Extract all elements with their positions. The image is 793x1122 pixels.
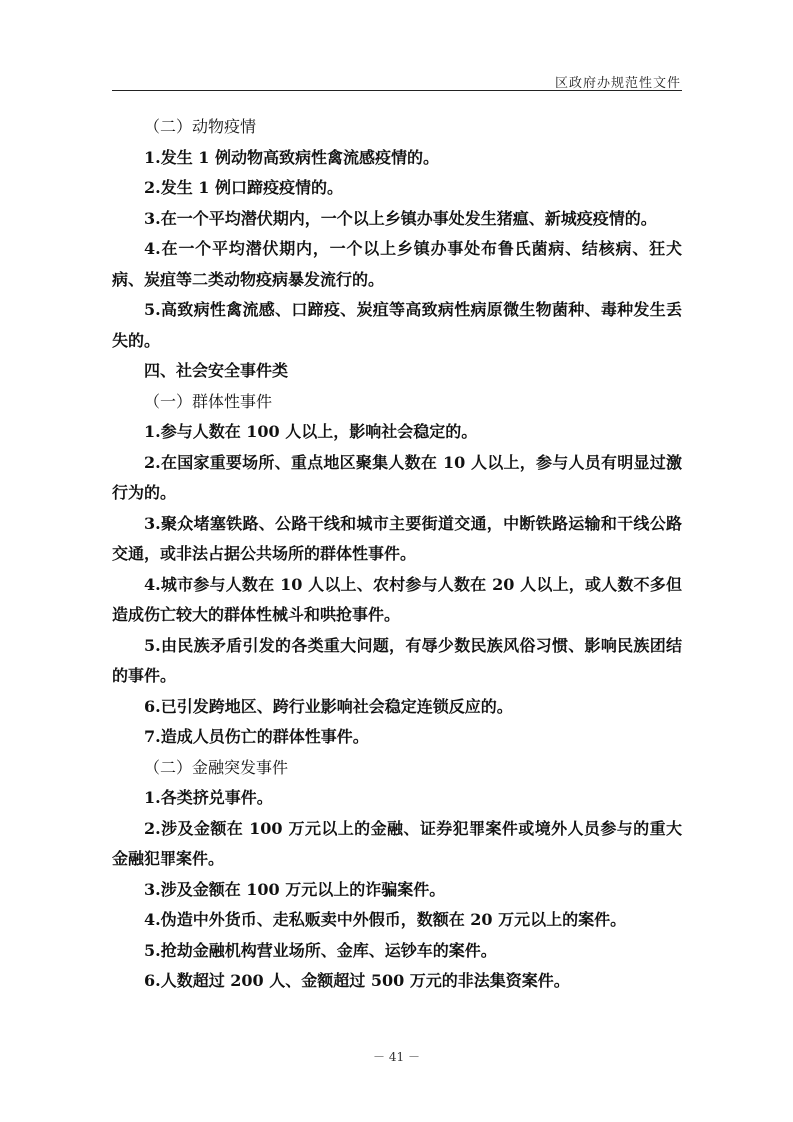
list-item: 5.高致病性禽流感、口蹄疫、炭疽等高致病性病原微生物菌种、毒种发生丢失的。 <box>112 300 682 350</box>
list-item: 2.发生 1 例口蹄疫疫情的。 <box>144 178 343 197</box>
section-heading-social-security: 四、社会安全事件类 <box>144 361 289 380</box>
list-item: 2.在国家重要场所、重点地区聚集人数在 10 人以上，参与人员有明显过激行为的。 <box>112 452 682 502</box>
subsection-heading-financial-incidents: （二）金融突发事件 <box>144 757 289 777</box>
list-item: 6.人数超过 200 人、金额超过 500 万元的非法集资案件。 <box>144 971 570 990</box>
header-divider <box>112 90 682 91</box>
document-body <box>112 112 682 997</box>
subsection-heading-animal-epidemic: （二）动物疫情 <box>144 117 257 136</box>
document-header-title: 区政府办规范性文件 <box>554 76 681 91</box>
list-item: 3.涉及金额在 100 万元以上的诈骗案件。 <box>144 879 446 899</box>
subsection-heading-mass-incidents: （一）群体性事件 <box>144 391 273 411</box>
list-item: 1.各类挤兑事件。 <box>144 788 273 807</box>
list-item: 6.已引发跨地区、跨行业影响社会稳定连锁反应的。 <box>144 696 513 716</box>
list-item: 4.伪造中外货币、走私贩卖中外假币，数额在 20 万元以上的案件。 <box>144 910 627 929</box>
list-item: 1.参与人数在 100 人以上，影响社会稳定的。 <box>144 422 478 441</box>
list-item: 7.造成人员伤亡的群体性事件。 <box>144 727 369 746</box>
list-item: 3.聚众堵塞铁路、公路干线和城市主要街道交通，中断铁路运输和干线公路交通，或非法占据公共场所的群体性事件。 <box>112 513 682 563</box>
list-item: 3.在一个平均潜伏期内，一个以上乡镇办事处发生猪瘟、新城疫疫情的。 <box>144 208 657 228</box>
list-item: 4.在一个平均潜伏期内，一个以上乡镇办事处布鲁氏菌病、结核病、狂犬病、炭疽等二类动物疫病暴发流行的。 <box>112 239 682 289</box>
list-item: 5.抢劫金融机构营业场所、金库、运钞车的案件。 <box>144 940 497 960</box>
list-item: 5.由民族矛盾引发的各类重大问题，有辱少数民族风俗习惯、影响民族团结的事件。 <box>112 635 682 685</box>
list-item: 2.涉及金额在 100 万元以上的金融、证券犯罪案件或境外人员参与的重大金融犯罪案件。 <box>112 818 682 868</box>
page-number: － 41 － <box>373 1050 420 1064</box>
list-item: 4.城市参与人数在 10 人以上、农村参与人数在 20 人以上，或人数不多但造成伤亡较大的群体性械斗和哄抢事件。 <box>112 574 682 624</box>
list-item: 1.发生 1 例动物高致病性禽流感疫情的。 <box>144 147 439 167</box>
